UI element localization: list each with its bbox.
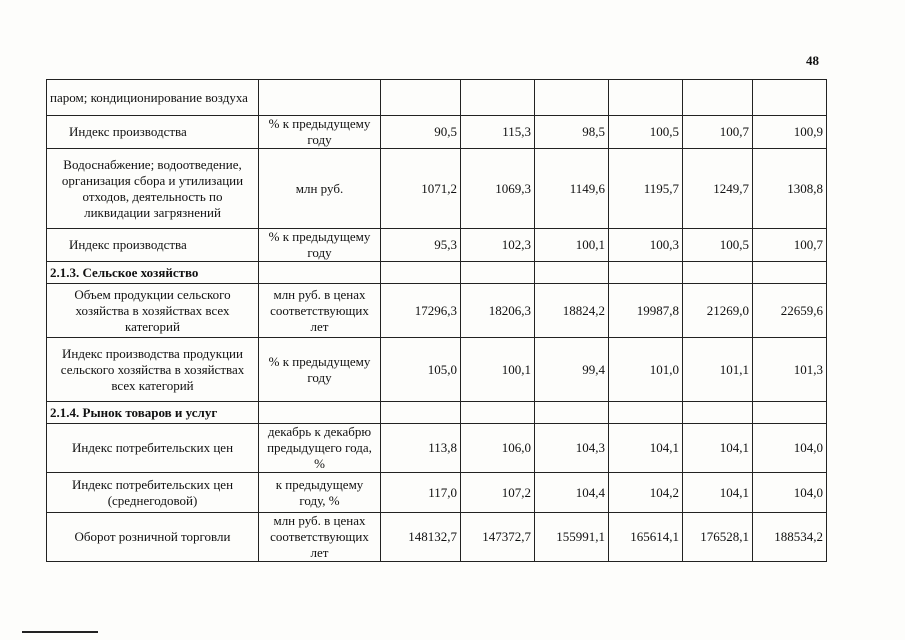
value-cell: 104,1: [683, 424, 753, 473]
value-cell: 95,3: [381, 229, 461, 262]
indicator-name: Водоснабжение; водоотведение, организация сбора и утилизации отходов, деятельность по ликвидации загрязнений: [47, 149, 259, 229]
value-cell: [683, 80, 753, 116]
unit-cell: % к предыдущему году: [259, 229, 381, 262]
table-row: [47, 338, 827, 402]
value-cell: 1195,7: [609, 149, 683, 229]
value-cell: 165614,1: [609, 513, 683, 562]
unit-cell: [259, 80, 381, 116]
table-row: [47, 116, 827, 149]
value-cell: 104,1: [683, 473, 753, 513]
unit-cell: млн руб.: [259, 149, 381, 229]
value-cell: 104,3: [535, 424, 609, 473]
value-cell: 98,5: [535, 116, 609, 149]
indicator-name: Индекс производства: [47, 229, 259, 262]
value-cell: 100,5: [609, 116, 683, 149]
empty-cell: [683, 262, 753, 284]
section-heading: 2.1.3. Сельское хозяйство: [47, 262, 259, 284]
empty-cell: [461, 262, 535, 284]
indicator-name: Объем продукции сельского хозяйства в хозяйствах всех категорий: [47, 284, 259, 338]
value-cell: 100,1: [535, 229, 609, 262]
table-row: [47, 473, 827, 513]
value-cell: 1071,2: [381, 149, 461, 229]
value-cell: 101,1: [683, 338, 753, 402]
value-cell: 1069,3: [461, 149, 535, 229]
unit-cell: % к предыдущему году: [259, 338, 381, 402]
empty-cell: [753, 402, 827, 424]
value-cell: 115,3: [461, 116, 535, 149]
value-cell: 176528,1: [683, 513, 753, 562]
table-row: [47, 513, 827, 562]
value-cell: 100,7: [683, 116, 753, 149]
table-row: [47, 80, 827, 116]
value-cell: 155991,1: [535, 513, 609, 562]
value-cell: 147372,7: [461, 513, 535, 562]
value-cell: 113,8: [381, 424, 461, 473]
value-cell: 1149,6: [535, 149, 609, 229]
indicator-name: Индекс производства: [47, 116, 259, 149]
value-cell: 18206,3: [461, 284, 535, 338]
unit-cell: % к предыдущему году: [259, 116, 381, 149]
value-cell: 99,4: [535, 338, 609, 402]
value-cell: 22659,6: [753, 284, 827, 338]
value-cell: 100,5: [683, 229, 753, 262]
value-cell: 104,0: [753, 424, 827, 473]
value-cell: 17296,3: [381, 284, 461, 338]
value-cell: 105,0: [381, 338, 461, 402]
value-cell: [609, 80, 683, 116]
table-row: [47, 262, 827, 284]
value-cell: [461, 80, 535, 116]
table-row: [47, 149, 827, 229]
value-cell: 148132,7: [381, 513, 461, 562]
indicators-table: [46, 79, 827, 562]
value-cell: 100,3: [609, 229, 683, 262]
empty-cell: [381, 402, 461, 424]
footnote-rule: [22, 631, 98, 633]
empty-cell: [381, 262, 461, 284]
empty-cell: [535, 262, 609, 284]
section-heading: 2.1.4. Рынок товаров и услуг: [47, 402, 259, 424]
indicator-name: Индекс потребительских цен: [47, 424, 259, 473]
empty-cell: [535, 402, 609, 424]
indicator-name: Индекс производства продукции сельского хозяйства в хозяйствах всех категорий: [47, 338, 259, 402]
unit-cell: к предыдущему году, %: [259, 473, 381, 513]
value-cell: 104,0: [753, 473, 827, 513]
table-row: [47, 229, 827, 262]
table-row: [47, 424, 827, 473]
unit-cell: млн руб. в ценах соответствующих лет: [259, 284, 381, 338]
indicator-name: паром; кондиционирование воздуха: [47, 80, 259, 116]
table-row: [47, 284, 827, 338]
empty-cell: [259, 402, 381, 424]
empty-cell: [609, 262, 683, 284]
value-cell: 21269,0: [683, 284, 753, 338]
value-cell: 18824,2: [535, 284, 609, 338]
value-cell: 1249,7: [683, 149, 753, 229]
indicator-name: Оборот розничной торговли: [47, 513, 259, 562]
value-cell: [535, 80, 609, 116]
empty-cell: [753, 262, 827, 284]
value-cell: 104,1: [609, 424, 683, 473]
value-cell: [381, 80, 461, 116]
empty-cell: [683, 402, 753, 424]
value-cell: 19987,8: [609, 284, 683, 338]
value-cell: 101,3: [753, 338, 827, 402]
value-cell: 106,0: [461, 424, 535, 473]
empty-cell: [461, 402, 535, 424]
value-cell: 100,9: [753, 116, 827, 149]
value-cell: 107,2: [461, 473, 535, 513]
value-cell: [753, 80, 827, 116]
value-cell: 101,0: [609, 338, 683, 402]
value-cell: 1308,8: [753, 149, 827, 229]
page-number: 48: [806, 53, 819, 68]
value-cell: 100,1: [461, 338, 535, 402]
indicator-name: Индекс потребительских цен (среднегодовой): [47, 473, 259, 513]
unit-cell: млн руб. в ценах соответствующих лет: [259, 513, 381, 562]
value-cell: 102,3: [461, 229, 535, 262]
value-cell: 90,5: [381, 116, 461, 149]
value-cell: 100,7: [753, 229, 827, 262]
table-row: [47, 402, 827, 424]
value-cell: 188534,2: [753, 513, 827, 562]
value-cell: 104,4: [535, 473, 609, 513]
empty-cell: [609, 402, 683, 424]
empty-cell: [259, 262, 381, 284]
value-cell: 104,2: [609, 473, 683, 513]
unit-cell: декабрь к декабрю предыдущего года, %: [259, 424, 381, 473]
value-cell: 117,0: [381, 473, 461, 513]
